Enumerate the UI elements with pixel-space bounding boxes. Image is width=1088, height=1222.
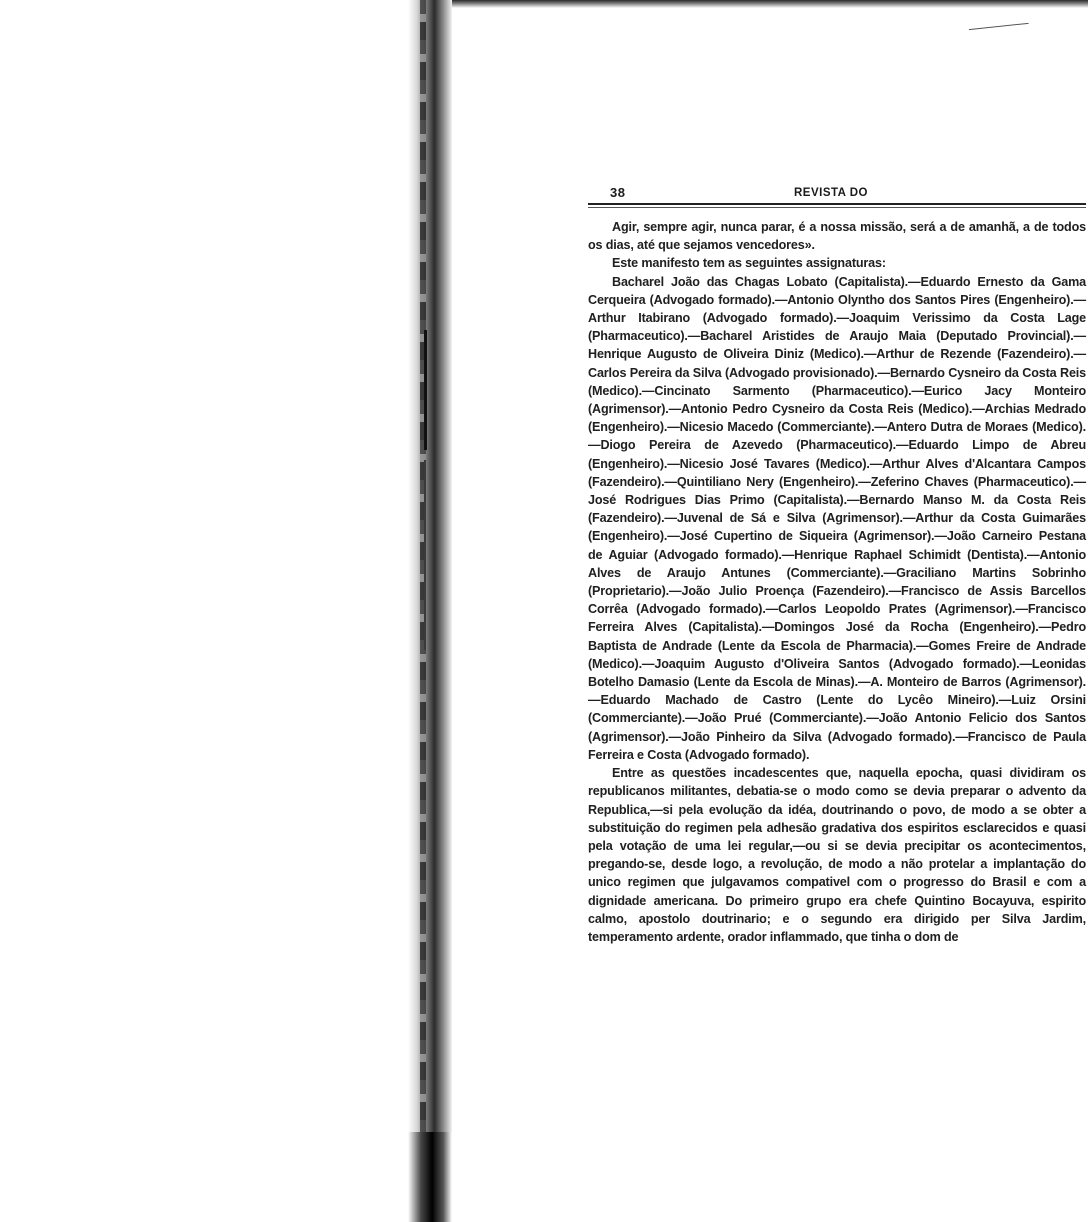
book-page (588, 183, 1086, 946)
page-number: 38 (610, 185, 626, 200)
paragraph-manifesto-end: Agir, sempre agir, nunca parar, é a nossa missão, será a de amanhã, a de todos os dias, até que sejamos vencedores». (588, 220, 1086, 253)
page-body (588, 218, 1086, 946)
paragraph-questions: Entre as questões incadescentes que, naquella epocha, quasi dividiram os republicanos militantes, debatia-se o modo como se devia preparar o advento da Republica,—si pela evolução da idéa, doutrinando o povo, de modo a se obter a substituição do regimen pela adhesão gradativa dos espiritos esclarecidos e quasi pela votação de uma lei regular,—ou si se devia precipitar os acontecimentos, pregando-se, desde logo, a revolução, de modo a não protelar a implantação do unico regimen que julgavamos compativel com o progresso do Brasil e com a dignidade americana. Do primeiro grupo era chefe Quintino Bocayuva, espirito calmo, apostolo doutrinario; e o segundo era dirigido per Silva Jardim, temperamento ardente, orador inflammado, que tinha o dom de (588, 766, 1086, 944)
header-rule (588, 207, 1086, 208)
book-gutter (0, 0, 448, 1222)
paragraph-signatures-intro: Este manifesto tem as seguintes assignaturas: (612, 256, 886, 271)
binding-mark-lower (424, 460, 426, 650)
page-header (588, 183, 1086, 205)
running-title: REVISTA DO (794, 187, 869, 199)
binding-bottom-shadow (408, 1132, 452, 1222)
binding-shadow (408, 0, 452, 1222)
paragraph-signatures: Bacharel João das Chagas Lobato (Capitalista).—Eduardo Ernesto da Gama Cerqueira (Advogado formado).—Antonio Olyntho dos Santos Pires (Engenheiro).—Arthur Itabirano (Advogado formado).—Joaquim Verissimo da Costa Lage (Pharmaceutico).—Bacharel Aristides de Araujo Maia (Deputado Provincial).—Henrique Augusto de Oliveira Diniz (Medico).—Arthur de Rezende (Fazendeiro).—Carlos Pereira da Silva (Advogado provisionado).—Bernardo Cysneiro da Costa Reis (Medico).—Cincinato Sarmento (Pharmaceutico).—Eurico Jacy Monteiro (Agrimensor).—Antonio Pedro Cysneiro da Costa Reis (Medico).—Archias Medrado (Engenheiro).—Nicesio Macedo (Commerciante).—Antero Dutra de Moraes (Medico).—Diogo Pereira de Azevedo (Pharmaceutico).—Eduardo Limpo de Abreu (Engenheiro).—Nicesio José Tavares (Medico).—Arthur Alves d'Alcantara Campos (Fazendeiro).—Quintiliano Nery (Engenheiro).—Zeferino Chaves (Pharmaceutico).—José Rodrigues Dias Primo (Capitalista).—Bernardo Manso M. da Costa Reis (Fazendeiro).—Juvenal de Sá e Silva (Agrimensor).—Arthur da Costa Guimarães (Engenheiro).—José Cupertino de Siqueira (Agrimensor).—João Carneiro Pestana de Aguiar (Advogado formado).—Henrique Raphael Schimidt (Dentista).—Antonio Alves de Araujo Antunes (Commerciante).—Graciliano Martins Sobrinho (Proprietario).—João Julio Proença (Fazendeiro).—Francisco de Assis Barcellos Corrêa (Advogado formado).—Carlos Leopoldo Prates (Agrimensor).—Francisco Ferreira Alves (Capitalista).—Domingos José da Rocha (Engenheiro).—Pedro Baptista de Andrade (Lente da Escola de Pharmacia).—Gomes Freire de Andrade (Medico).—Joaquim Augusto d'Oliveira Santos (Advogado formado).—Leonidas Botelho Damasio (Lente da Escola de Minas).—A. Monteiro de Barros (Agrimensor).—Eduardo Machado de Castro (Lente do Lycêo Mineiro).—Luiz Orsini (Commerciante).—João Prué (Commerciante).—João Antonio Felicio dos Santos (Agrimensor).—João Pinheiro da Silva (Advogado formado).—Francisco de Paula Ferreira e Costa (Advogado formado). (588, 274, 1086, 762)
scan-corner-mark (967, 9, 1028, 30)
binding-mark (424, 330, 427, 450)
